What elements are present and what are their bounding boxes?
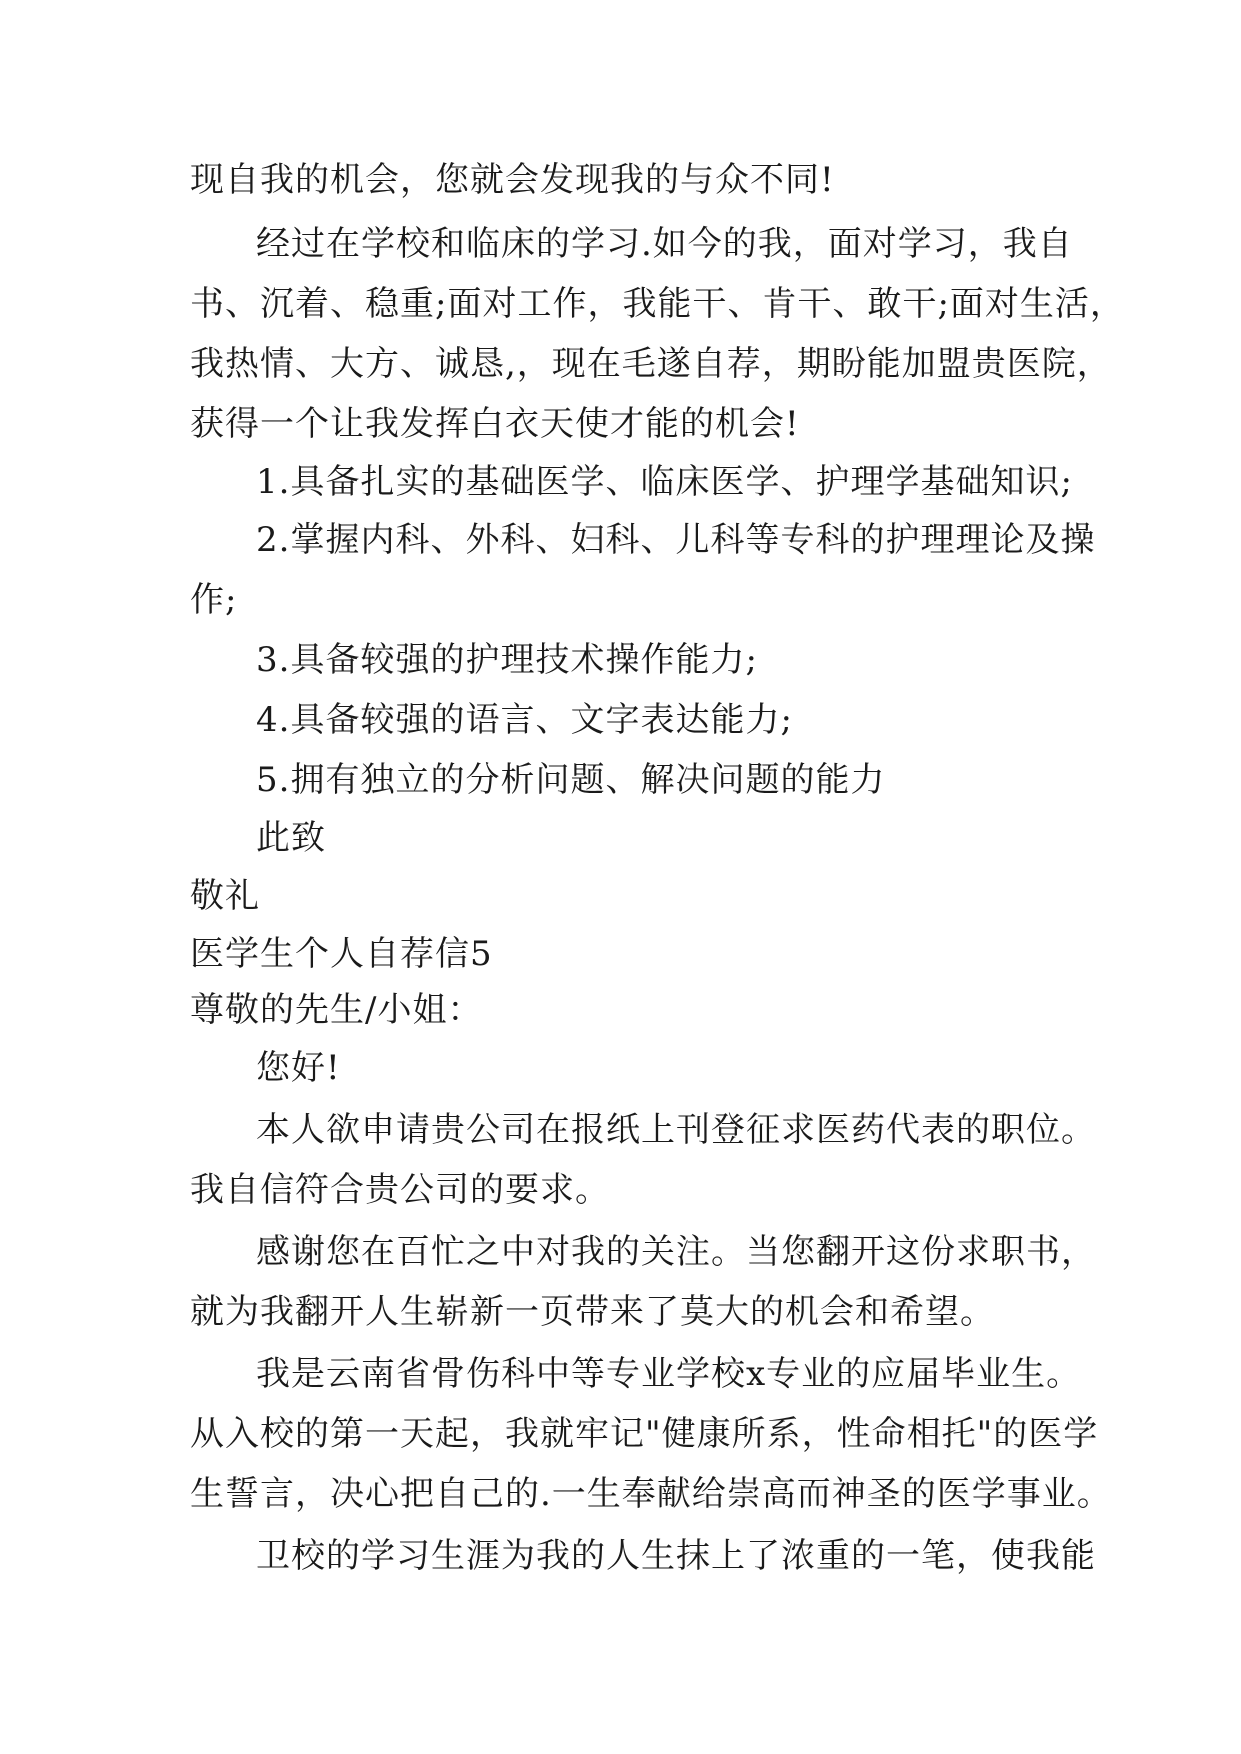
letter-greeting: 尊敬的先生/小姐：: [190, 990, 483, 1030]
list-item: 4.具备较强的语言、文字表达能力;: [256, 700, 793, 740]
text-line: 生誓言，决心把自己的.一生奉献给崇高而神圣的医学事业。: [190, 1474, 1112, 1514]
section-title: 医学生个人自荐信5: [190, 934, 493, 974]
text-line: 我热情、大方、诚恳,，现在毛遂自荐，期盼能加盟贵医院，: [190, 344, 1112, 384]
text-line: 本人欲申请贵公司在报纸上刊登征求医药代表的职位。: [256, 1110, 1096, 1150]
text-line: 我是云南省骨伤科中等专业学校x专业的应届毕业生。: [256, 1354, 1082, 1394]
list-item: 5.拥有独立的分析问题、解决问题的能力: [256, 760, 886, 800]
text-line: 书、沉着、稳重;面对工作，我能干、肯干、敢干;面对生活，: [190, 284, 1125, 324]
text-line: 获得一个让我发挥白衣天使才能的机会!: [190, 404, 800, 444]
text-line: 从入校的第一天起，我就牢记"健康所系，性命相托"的医学: [190, 1414, 1099, 1454]
text-line: 我自信符合贵公司的要求。: [190, 1170, 610, 1210]
text-line: 您好!: [256, 1048, 341, 1088]
list-item: 3.具备较强的护理技术操作能力;: [256, 640, 758, 680]
text-line: 感谢您在百忙之中对我的关注。当您翻开这份求职书，: [256, 1232, 1096, 1272]
list-item: 1.具备扎实的基础医学、临床医学、护理学基础知识;: [256, 462, 1073, 502]
closing-salutation: 此致: [256, 818, 326, 858]
text-line: 现自我的机会，您就会发现我的与众不同!: [190, 160, 835, 200]
text-line: 作;: [190, 580, 238, 620]
text-line: 就为我翻开人生崭新一页带来了莫大的机会和希望。: [190, 1292, 995, 1332]
list-item: 2.掌握内科、外科、妇科、儿科等专科的护理理论及操: [256, 520, 1096, 560]
text-line: 经过在学校和临床的学习.如今的我，面对学习，我自: [256, 224, 1073, 264]
closing-regards: 敬礼: [190, 876, 260, 916]
text-line: 卫校的学习生涯为我的人生抹上了浓重的一笔，使我能: [256, 1536, 1096, 1576]
